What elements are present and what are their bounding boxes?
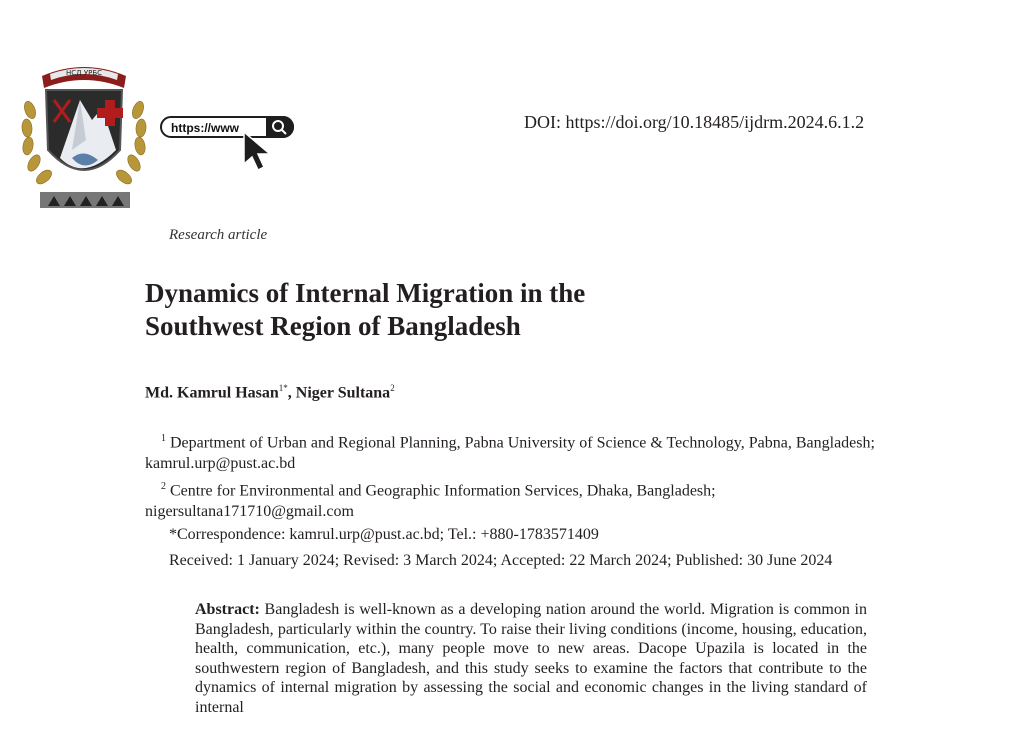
affiliation-2-mark: 2: [161, 481, 166, 492]
journal-logo: [20, 50, 150, 210]
article-title: [145, 277, 845, 343]
journal-emblem-icon: [20, 50, 150, 210]
author-1-affiliation-mark: 1*: [278, 383, 288, 393]
affiliation-2-text: Centre for Environmental and Geographic Information Services, Dhaka, Bangladesh; nigersultana171710@gmail.com: [145, 482, 716, 521]
author-list: [145, 383, 395, 402]
author-2: Niger Sultana: [295, 384, 391, 402]
author-2-affiliation-mark: 2: [390, 383, 395, 393]
title-line-2: Southwest Region of Bangladesh: [145, 311, 521, 341]
affiliation-1-mark: 1: [161, 433, 166, 444]
title-line-1: Dynamics of Internal Migration in the: [145, 278, 586, 308]
affiliation-1: [145, 428, 920, 474]
url-text: https://www: [171, 121, 239, 135]
correspondence: *Correspondence: kamrul.urp@pust.ac.bd; Tel.: +880-1783571409: [169, 526, 599, 543]
doi-link[interactable]: DOI: https://doi.org/10.18485/ijdrm.2024.6.1.2: [524, 112, 865, 132]
abstract-text: Bangladesh is well-known as a developing nation around the world. Migration is common in Bangladesh, particularly within the country. To raise their living conditions (income, housing, education, health, communication, etc.), many people move to new areas. Dacope Upazila is located in the southwestern region of Bangladesh, and this study seeks to examine the factors that contribute to the dynamics of internal migration by assessing the social and economic changes in the living standard of internal: [195, 601, 867, 716]
affiliation-1-text: Department of Urban and Regional Planning, Pabna University of Science & Technology, Pabna, Bangladesh; kamrul.urp@pust.ac.bd: [145, 434, 875, 473]
url-search-graphic: [158, 110, 300, 174]
cursor-arrow-icon: [240, 130, 276, 174]
abstract-label: Abstract:: [195, 601, 260, 618]
affiliation-2: [145, 476, 920, 522]
article-type: Research article: [169, 227, 268, 243]
author-1: Md. Kamrul Hasan: [145, 384, 279, 402]
publication-dates: Received: 1 January 2024; Revised: 3 March 2024; Accepted: 22 March 2024; Published: 30 June 2024: [169, 552, 833, 569]
abstract: [195, 600, 867, 717]
author-separator: ,: [287, 384, 296, 402]
logo-banner-text: НСД УРБС: [65, 69, 103, 77]
